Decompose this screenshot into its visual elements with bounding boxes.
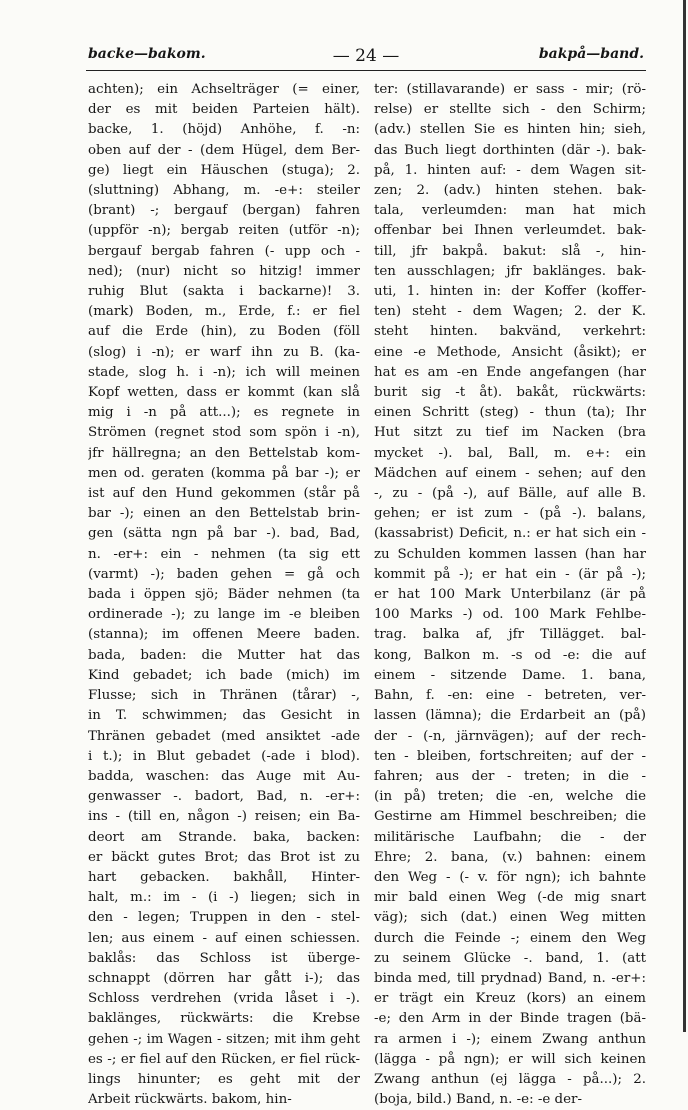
text-line: Gestirne am Himmel beschreiben; die: [374, 809, 646, 825]
text-line: (kassabrist) Deficit, n.: er hat sich ein -: [374, 526, 646, 542]
text-line: (stanna); im offenen Meere baden.: [88, 627, 360, 643]
text-line: halt, m.: im - (i -) liegen; sich in: [88, 890, 360, 906]
text-line: bada i öppen sjö; Bäder nehmen (ta: [88, 587, 360, 603]
text-line: väg); sich (dat.) einen Weg mitten: [374, 910, 646, 926]
page-edge: [683, 0, 686, 1032]
text-line: achten); ein Achselträger (= einer,: [88, 82, 360, 97]
text-line: ten) steht - dem Wagen; 2. der K.: [374, 304, 646, 320]
text-line: in T. schwimmen; das Gesicht in: [88, 708, 360, 724]
text-line: Schloss verdrehen (vrida låset i -).: [88, 991, 360, 1007]
text-line: ten - bleiben, fortschreiten; auf der -: [374, 748, 646, 764]
text-line: fahren; aus der - treten; in die -: [374, 768, 646, 784]
header-right: bakpå—band.: [538, 46, 644, 62]
text-line: relse) er stellte sich - den Schirm;: [374, 102, 646, 118]
text-line: es -; er fiel auf den Rücken, er fiel rück-: [88, 1051, 360, 1067]
text-line: Arbeit rückwärts. bakom, hin-: [88, 1092, 292, 1108]
text-line: ordinerade -); zu lange im -e bleiben: [88, 607, 360, 623]
text-line: ist auf den Hund gekommen (står på: [88, 486, 360, 502]
text-line: trag. balka af, jfr Tillägget. bal-: [374, 627, 646, 643]
text-line: (boja, bild.) Band, n. -e: -e der-: [374, 1092, 582, 1108]
text-line: (brant) -; bergauf (bergan) fahren: [88, 203, 360, 219]
text-line: den Weg - (- v. för ngn); ich bahnte: [374, 869, 646, 885]
text-line: Hut sitzt zu tief im Nacken (bra: [374, 425, 646, 441]
text-line: einen Schritt (steg) - thun (ta); Ihr: [374, 405, 646, 421]
text-line: Ehre; 2. bana, (v.) bahnen: einem: [374, 849, 646, 865]
text-line: der - (-n, järnvägen); auf der rech-: [374, 728, 646, 744]
text-line: mir bald einen Weg (-de mig snart: [374, 890, 646, 906]
text-line: deort am Strande. baka, backen:: [88, 829, 360, 845]
text-line: på, 1. hinten auf: - dem Wagen sit-: [374, 162, 646, 178]
text-line: auf die Erde (hin), zu Boden (föll: [88, 324, 360, 340]
text-line: kong, Balkon m. -s od -e: die auf: [374, 647, 646, 663]
text-line: Mädchen auf einem - sehen; auf den: [374, 465, 646, 481]
text-line: gen (sätta ngn på bar -). bad, Bad,: [88, 526, 360, 542]
text-line: ge) liegt ein Häuschen (stuga); 2.: [88, 162, 360, 178]
text-line: lings hinunter; es geht mit der: [88, 1071, 360, 1087]
text-line: Zwang anthun (ej lägga - på...); 2.: [374, 1071, 646, 1087]
text-line: Kind gebadet; ich bade (mich) im: [88, 667, 360, 683]
text-line: hart gebacken. bakhåll, Hinter-: [88, 869, 360, 885]
left-column: [88, 80, 360, 1110]
text-line: baklänges, rückwärts: die Krebse: [88, 1011, 360, 1027]
running-head: [88, 46, 644, 70]
text-line: burit sig -t åt). bakåt, rückwärts:: [374, 385, 646, 401]
text-line: len; aus einem - auf einen schiessen.: [88, 930, 360, 946]
header-rule: [86, 70, 646, 71]
text-line: ten ausschlagen; jfr baklänges. bak-: [374, 263, 646, 279]
text-line: Thränen gebadet (med ansiktet -ade: [88, 728, 360, 744]
text-line: (in på) treten; die -en, welche die: [374, 789, 646, 805]
text-line: bar -); einen an den Bettelstab brin-: [88, 506, 360, 522]
text-line: ra armen i -); einem Zwang anthun: [374, 1031, 646, 1047]
text-line: bada, baden: die Mutter hat das: [88, 647, 360, 663]
text-line: men od. geraten (komma på bar -); er: [88, 465, 360, 481]
text-line: (varmt) -); baden gehen = gå och: [88, 566, 360, 582]
text-line: Kopf wetten, dass er kommt (kan slå: [88, 385, 360, 401]
text-line: bergauf bergab fahren (- upp och -: [88, 243, 360, 259]
text-line: offenbar bei Ihnen verleumdet. bak-: [374, 223, 646, 239]
text-line: er bäckt gutes Brot; das Brot ist zu: [88, 849, 360, 865]
text-line: Flusse; sich in Thränen (tårar) -,: [88, 688, 360, 704]
right-column: [374, 80, 646, 1110]
text-line: (sluttning) Abhang, m. -e+: steiler: [88, 183, 360, 199]
text-line: Strömen (regnet stod som spön i -n),: [88, 425, 360, 441]
text-line: mycket -). bal, Ball, m. e+: ein: [374, 445, 646, 461]
text-line: gehen -; im Wagen - sitzen; mit ihm geht: [88, 1031, 360, 1047]
text-line: tala, verleumden: man hat mich: [374, 203, 646, 219]
text-line: militärische Laufbahn; die - der: [374, 829, 646, 845]
header-left: backe—bakom.: [88, 46, 206, 62]
text-line: ruhig Blut (sakta i backarne)! 3.: [88, 284, 360, 300]
text-line: lassen (lämna); die Erdarbeit an (på): [374, 708, 646, 724]
text-line: (slog) i -n); er warf ihn zu B. (ka-: [88, 344, 360, 360]
text-line: er hat 100 Mark Unterbilanz (är på: [374, 587, 646, 603]
text-line: hat es am -en Ende angefangen (har: [374, 364, 646, 380]
text-line: das Buch liegt dorthinten (där -). bak-: [374, 142, 646, 158]
text-line: den - legen; Truppen in den - stel-: [88, 910, 360, 926]
text-line: ins - (till en, någon -) reisen; ein Ba-: [88, 809, 360, 825]
text-line: eine -e Methode, Ansicht (åsikt); er: [374, 344, 646, 360]
text-line: 100 Marks -) od. 100 Mark Fehlbe-: [374, 607, 646, 623]
text-line: stade, slog h. i -n); ich will meinen: [88, 364, 360, 380]
text-line: badda, waschen: das Auge mit Au-: [88, 768, 360, 784]
text-line: gehen; er ist zum - (på -). balans,: [374, 506, 646, 522]
text-line: durch die Feinde -; einem den Weg: [374, 930, 646, 946]
text-line: ned); (nur) nicht so hitzig! immer: [88, 263, 360, 279]
text-line: -e; den Arm in der Binde tragen (bä-: [374, 1011, 646, 1027]
text-line: -, zu - (på -), auf Bälle, auf alle B.: [374, 486, 646, 502]
text-line: i t.); in Blut gebadet (-ade i blod).: [88, 748, 360, 764]
text-line: till, jfr bakpå. bakut: slå -, hin-: [374, 243, 646, 259]
text-line: (mark) Boden, m., Erde, f.: er fiel: [88, 304, 360, 320]
text-line: baklås: das Schloss ist überge-: [88, 950, 360, 966]
text-line: (adv.) stellen Sie es hinten hin; sieh,: [374, 122, 646, 138]
text-line: Bahn, f. -en: eine - betreten, ver-: [374, 688, 646, 704]
text-line: kommit på -); er hat ein - (är på -);: [374, 566, 646, 582]
text-line: zu Schulden kommen lassen (han har: [374, 546, 646, 562]
text-line: zen; 2. (adv.) hinten stehen. bak-: [374, 183, 646, 199]
text-line: uti, 1. hinten in: der Koffer (koffer-: [374, 284, 646, 300]
text-line: er trägt ein Kreuz (kors) an einem: [374, 991, 646, 1007]
text-line: oben auf der - (dem Hügel, dem Ber-: [88, 142, 360, 158]
text-line: zu seinem Glücke -. band, 1. (att: [374, 950, 646, 966]
text-line: genwasser -. badort, Bad, n. -er+:: [88, 789, 360, 805]
page-number: — 24 —: [332, 46, 400, 66]
text-line: der es mit beiden Parteien hält).: [88, 102, 360, 118]
text-line: einem - sitzende Dame. 1. bana,: [374, 667, 646, 683]
text-line: binda med, till prydnad) Band, n. -er+:: [374, 970, 646, 986]
text-line: mig i -n på att...); es regnete in: [88, 405, 360, 421]
text-line: jfr hällregna; an den Bettelstab kom-: [88, 445, 360, 461]
text-line: (uppför -n); bergab reiten (utför -n);: [88, 223, 360, 239]
text-line: steht hinten. bakvänd, verkehrt:: [374, 324, 646, 340]
text-line: (lägga - på ngn); er will sich keinen: [374, 1051, 646, 1067]
text-line: schnappt (dörren har gått i-); das: [88, 970, 360, 986]
text-line: n. -er+: ein - nehmen (ta sig ett: [88, 546, 360, 562]
text-line: ter: (stillavarande) er sass - mir; (rö-: [374, 82, 646, 97]
text-line: backe, 1. (höjd) Anhöhe, f. -n:: [88, 122, 360, 138]
